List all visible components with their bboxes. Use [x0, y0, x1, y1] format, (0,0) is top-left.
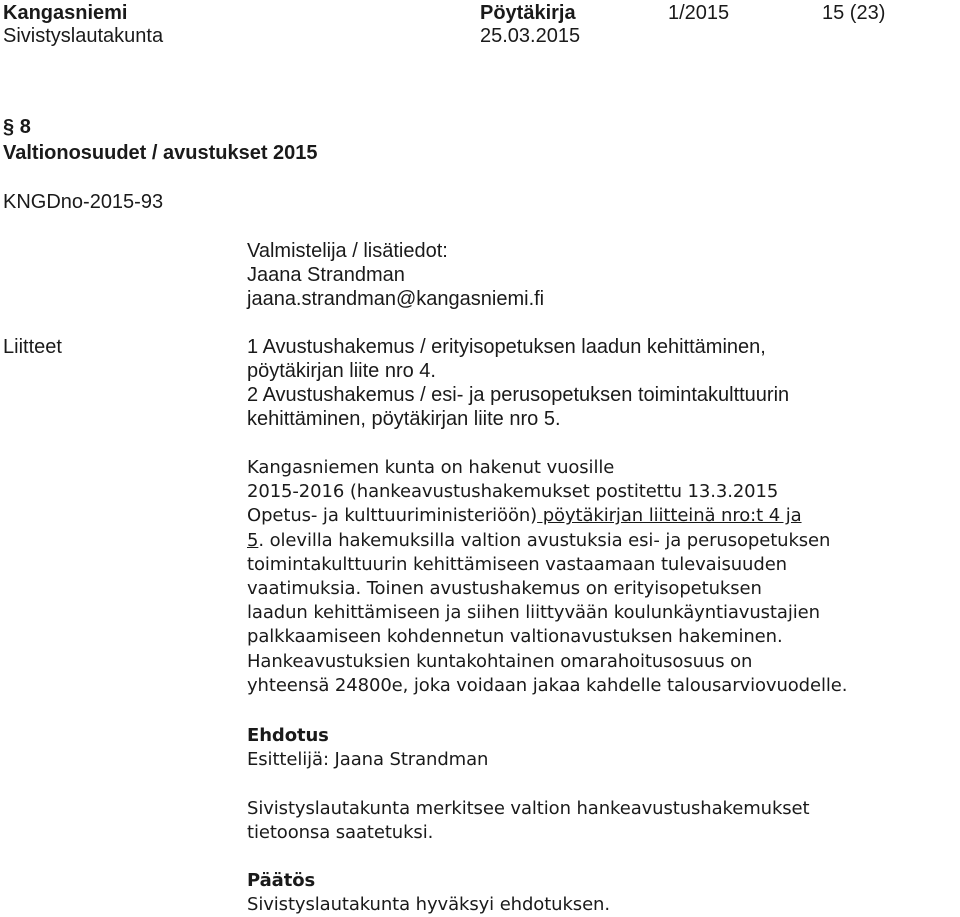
description-line: Hankeavustuksien kuntakohtainen omarahoitusosuus on	[247, 650, 753, 672]
document-type: Pöytäkirja	[480, 2, 576, 24]
attachments-list	[247, 335, 789, 431]
committee-name: Sivistyslautakunta	[3, 25, 164, 47]
description-line: yhteensä 24800e, joka voidaan jakaa kahdelle talousarviovuodelle.	[247, 674, 848, 696]
section-heading	[3, 114, 31, 140]
decision-heading: Päätös	[247, 870, 316, 891]
attachments-label: Liitteet	[3, 336, 62, 358]
preparer-name: Jaana Strandman	[247, 264, 405, 286]
section-number: 8	[19, 116, 31, 138]
proposal-heading: Ehdotus	[247, 725, 329, 746]
description-line: palkkaamiseen kohdennetun valtionavustuksen hakeminen.	[247, 626, 783, 648]
meeting-date: 25.03.2015	[480, 25, 581, 47]
decision-text: Sivistyslautakunta hyväksyi ehdotuksen.	[247, 894, 610, 916]
preparer-email: jaana.strandman@kangasniemi.fi	[247, 288, 545, 310]
section-symbol: §	[3, 116, 15, 138]
description-line	[247, 529, 847, 553]
meeting-number: 1/2015	[668, 2, 730, 24]
section-title: Valtionosuudet / avustukset 2015	[3, 142, 318, 164]
description-line: 2015-2016 (hankeavustushakemukset postitettu 13.3.2015	[247, 481, 779, 503]
preparer-block	[247, 239, 544, 311]
attachment-line: pöytäkirjan liite nro 4.	[247, 360, 436, 382]
proposal-line: Sivistyslautakunta merkitsee valtion hankeavustushakemukset	[247, 798, 810, 819]
description-line: toimintakulttuurin kehittämiseen vastaamaan tulevaisuuden	[247, 553, 787, 575]
proposal-line: tietoonsa saatetuksi.	[247, 822, 434, 844]
description-paragraph	[247, 456, 847, 698]
attachment-reference-end: 5	[247, 529, 259, 551]
attachment-line: 1 Avustushakemus / erityisopetuksen laadun kehittäminen,	[247, 336, 766, 358]
decision-block	[247, 869, 610, 917]
proposal-block	[247, 724, 488, 772]
page-number: 15 (23)	[822, 2, 886, 24]
attachment-line: 2 Avustushakemus / esi- ja perusopetuksen toimintakulttuurin	[247, 384, 790, 406]
description-line: laadun kehittämiseen ja siihen liittyvään koulunkäyntiavustajien	[247, 602, 820, 624]
description-line	[247, 504, 847, 528]
description-continuation: . olevilla hakemuksilla valtion avustuksia esi- ja perusopetuksen	[258, 529, 831, 551]
attachment-reference: pöytäkirjan liitteinä nro:t 4 ja	[537, 505, 802, 527]
municipality-name: Kangasniemi	[3, 2, 128, 24]
proposal-presenter: Esittelijä: Jaana Strandman	[247, 749, 489, 771]
attachment-line: kehittäminen, pöytäkirjan liite nro 5.	[247, 408, 561, 430]
record-id: KNGDno-2015-93	[3, 191, 164, 213]
description-line: Kangasniemen kunta on hakenut vuosille	[247, 457, 615, 478]
preparer-label: Valmistelija / lisätiedot:	[247, 240, 448, 262]
ministry-text: Opetus- ja kulttuuriministeriöön)	[247, 505, 538, 527]
description-line: vaatimuksia. Toinen avustushakemus on erityisopetuksen	[247, 578, 762, 600]
proposal-text	[247, 797, 809, 845]
